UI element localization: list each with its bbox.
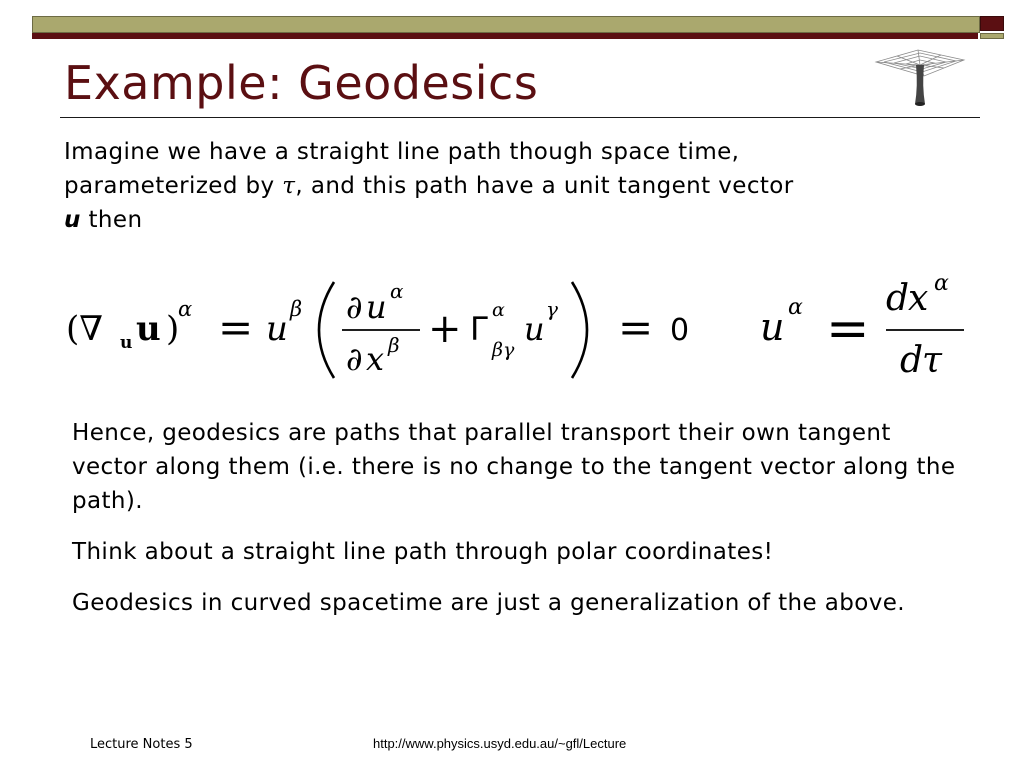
header-decor-bar-maroon [32, 33, 978, 39]
geodesic-equation [66, 279, 689, 378]
curved-spacetime-funnel-icon [872, 46, 968, 112]
intro-text-fragment: parameterized by [64, 173, 283, 199]
eq2-d-top: d [886, 278, 910, 319]
eq-x-bottom: x [366, 340, 385, 378]
intro-text [64, 135, 964, 237]
footer-lecture-label: Lecture Notes 5 [90, 737, 193, 752]
eq-lhs-superscript: α [178, 297, 193, 321]
eq-alpha-top: α [390, 279, 404, 303]
footer-url: http://www.physics.usyd.edu.au/~gfl/Lecture [373, 736, 627, 751]
eq-christoffel-symbol: Γ [470, 310, 488, 348]
eq2-tau-bottom: τ [922, 340, 942, 381]
eq-partial-bottom: ∂ [346, 340, 363, 378]
tangent-vector-equation [760, 272, 964, 381]
equations [60, 272, 970, 388]
eq-u-gamma: u [524, 310, 545, 348]
slide-title: Example: Geodesics [64, 56, 539, 110]
eq-lhs-subscript: u [120, 333, 133, 353]
eq-beta-bottom: β [388, 333, 400, 357]
paragraph-geodesic-definition: Hence, geodesics are paths that parallel transport their own tangent vector along them (i.e. there is no change to the tangent vector along the path). [72, 420, 956, 514]
eq-lhs-open: (∇ [66, 309, 104, 349]
eq-equals: = [218, 303, 254, 352]
eq2-d-bottom: d [900, 340, 924, 381]
vector-symbol-u: u [64, 207, 81, 233]
header-corner-square-olive [980, 33, 1004, 39]
eq-lhs-vector: u [136, 309, 161, 349]
header-corner-square-maroon [980, 16, 1004, 31]
intro-text-fragment: then [80, 207, 143, 233]
eq2-equals: = [826, 299, 870, 359]
eq-big-paren-right [572, 282, 587, 378]
eq-zero: 0 [670, 313, 690, 348]
eq2-u: u [760, 305, 785, 349]
intro-line-1: Imagine we have a straight line path though space time, [64, 139, 740, 165]
title-underline [60, 117, 980, 118]
eq2-alpha-top: α [934, 272, 949, 296]
header-decor-bar-olive [32, 16, 980, 33]
eq-big-paren-left [319, 282, 334, 378]
paragraph-curved-spacetime: Geodesics in curved spacetime are just a generalization of the above. [72, 590, 905, 616]
eq-u-superscript: β [290, 297, 303, 321]
eq-christoffel-upper: α [492, 299, 505, 321]
eq-equals-2: = [618, 303, 654, 352]
eq2-x-top: x [908, 278, 929, 319]
eq-gamma-superscript: γ [546, 297, 558, 321]
eq-u-top: u [366, 288, 387, 326]
intro-line-3 [64, 203, 964, 237]
eq-partial-top: ∂ [346, 288, 363, 326]
eq-christoffel-lower: βγ [492, 339, 515, 361]
intro-text-fragment: , and this path have a unit tangent vector [295, 173, 794, 199]
eq-lhs-close: ) [166, 309, 180, 349]
eq2-alpha: α [788, 295, 803, 320]
tau-symbol: τ [282, 173, 296, 199]
intro-line-2 [64, 169, 964, 203]
eq-u: u [266, 309, 288, 349]
paragraph-polar-coordinates: Think about a straight line path through polar coordinates! [72, 539, 774, 565]
eq-plus: + [428, 306, 462, 352]
